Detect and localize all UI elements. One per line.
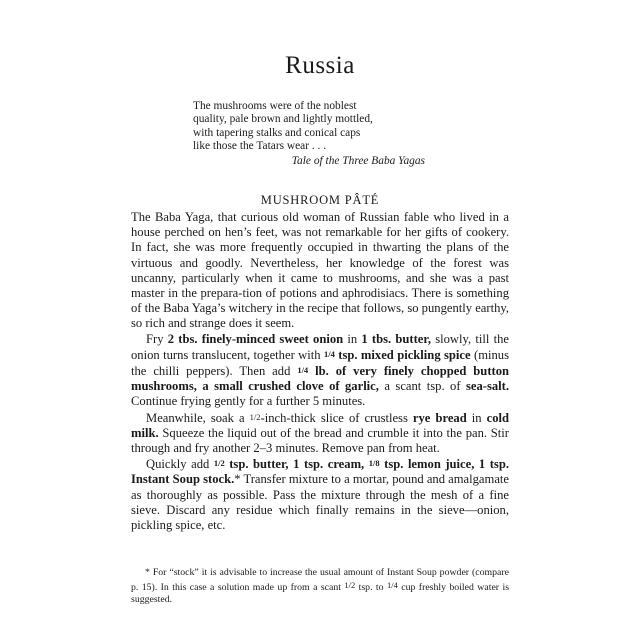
text-run: Squeeze the liquid out of the bread and crumble it into the pan. Stir through and fry another 2–3 minutes. Remove pan from heat. xyxy=(131,425,509,456)
fraction: 1/2 xyxy=(344,580,356,590)
epigraph xyxy=(193,100,425,168)
ingredient: cold milk. xyxy=(131,410,510,440)
text-run: in xyxy=(466,410,487,425)
text-run: (minus the chilli peppers). Then add xyxy=(131,347,510,379)
text-run: -inch-thick slice of crustless xyxy=(260,410,413,425)
text-run: Fry xyxy=(146,331,168,346)
ingredient: 1 tbs. butter, xyxy=(361,331,431,346)
recipe-heading: MUSHROOM PÂTÉ xyxy=(260,193,380,207)
intro-paragraph: The Baba Yaga, that curious old woman of Russian fable who lived in a house perched on hen’s feet, was not remarkable for her gifts of cookery. In fact, she was more frequently occupied in thwarting the plans of the virtuous and goodly. Nevertheless, her knowledge of the forest was uncanny, particularly when it came to mushrooms, and she was a past master in the prepara-tion of potions and aphrodisiacs. There is something of the Baba Yaga’s witchery in the recipe that follows, so pungently earthy, so rich and strange does it seem. xyxy=(131,210,509,331)
text-run: slowly, till the onion turns translucent, together with xyxy=(131,331,509,362)
footnote xyxy=(131,567,509,606)
step-paragraph-2 xyxy=(131,410,509,457)
epigraph-line: with tapering stalks and conical caps xyxy=(193,126,361,139)
ingredient: tsp. butter, 1 tsp. cream, xyxy=(224,457,369,472)
epigraph-line: like those the Tatars wear . . . xyxy=(193,140,327,153)
text-run: Quickly add xyxy=(146,457,214,472)
text-run: * For “stock” it is advisable to increase the usual amount of Instant Soup powder (compare p. 15). In this case a solution made up from a scant xyxy=(131,567,509,593)
ingredient: tsp. lemon juice, 1 tsp. Instant Soup stock. xyxy=(131,457,509,487)
ingredient: rye bread xyxy=(412,410,467,425)
recipe-body xyxy=(131,210,509,533)
fraction: 1/2 xyxy=(249,411,261,422)
text-run: a scant tsp. of xyxy=(378,379,466,394)
ingredient: lb. of very finely chopped button mushrooms, a small crushed clove of garlic, xyxy=(131,364,510,394)
text-run: * Transfer mixture to a mortar, pound and amalgamate as thoroughly as possible. Pass the mixture through the mesh of a fine sieve. Discard any residue which finally remains in the sieve—onion, pickling spice, etc. xyxy=(131,472,509,533)
epigraph-line: quality, pale brown and lightly mottled, xyxy=(193,113,373,126)
step-paragraph-1 xyxy=(131,332,509,410)
text-run: Continue frying gently for a further 5 minutes. xyxy=(131,394,366,409)
page-title: Russia xyxy=(285,52,355,79)
footnote-text xyxy=(131,567,509,606)
fraction: 1/2 xyxy=(213,458,225,469)
fraction: 1/4 xyxy=(297,365,309,376)
step-paragraph-3 xyxy=(131,456,509,533)
ingredient: sea-salt. xyxy=(465,379,510,394)
text-run: in xyxy=(343,331,362,346)
ingredient: 2 tbs. finely-minced sweet onion xyxy=(167,331,344,346)
fraction: 1/8 xyxy=(368,458,380,469)
epigraph-line: The mushrooms were of the noblest xyxy=(193,100,357,112)
text-run: tsp. to xyxy=(355,582,387,593)
fraction: 1/4 xyxy=(386,580,398,590)
epigraph-source: Tale of the Three Baba Yagas xyxy=(291,154,425,167)
ingredient: tsp. mixed pickling spice xyxy=(334,347,471,362)
fraction: 1/4 xyxy=(323,348,335,359)
text-run: Meanwhile, soak a xyxy=(146,410,250,425)
text-run: cup freshly boiled water is suggested. xyxy=(131,582,510,605)
